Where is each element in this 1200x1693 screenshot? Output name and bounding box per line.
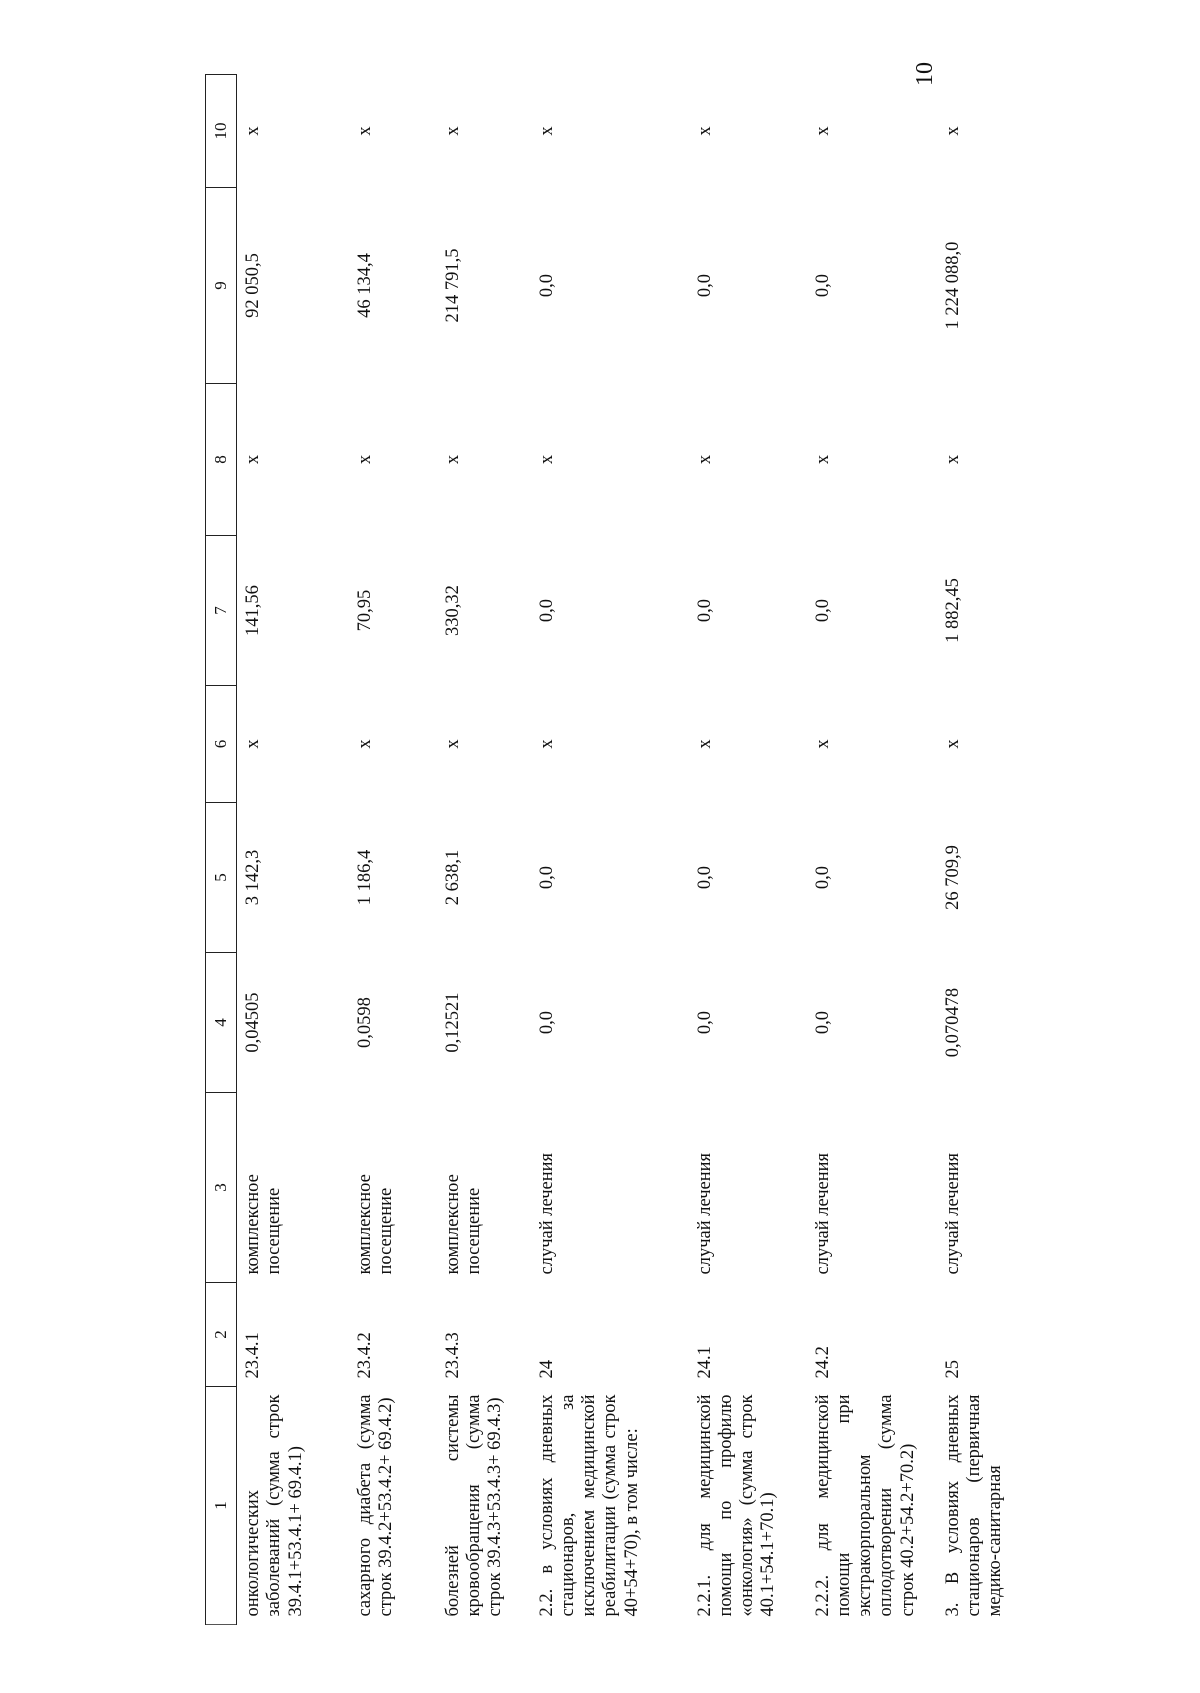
table-cell: 0,0 bbox=[812, 598, 833, 623]
unit-cell: случай лечения bbox=[812, 1152, 833, 1275]
table-row bbox=[937, 75, 1021, 1625]
table-cell: 0,070478 bbox=[942, 987, 963, 1058]
table-cell: 0,0 bbox=[812, 273, 833, 298]
table-cell: x bbox=[942, 739, 963, 749]
table-row bbox=[237, 75, 349, 1625]
table-cell: x bbox=[442, 739, 463, 749]
table-cell: x bbox=[354, 126, 375, 136]
table-cell: 3 142,3 bbox=[243, 849, 263, 906]
table-cell: x bbox=[942, 454, 963, 465]
table-cell: x bbox=[243, 126, 263, 136]
unit-cell: комплексное посещение bbox=[354, 1174, 396, 1275]
table-cell: x bbox=[536, 126, 557, 136]
table-cell: x bbox=[442, 126, 463, 136]
table-cell: x bbox=[536, 454, 557, 465]
table-cell: x bbox=[812, 454, 833, 465]
table-row bbox=[349, 75, 437, 1625]
row-label: 3. В условиях дневных стационаров (первичная медико-санитарная bbox=[942, 1394, 1006, 1617]
column-header: 9 bbox=[206, 188, 237, 384]
column-header: 5 bbox=[206, 803, 237, 953]
table-cell: x bbox=[942, 126, 963, 136]
table-cell: x bbox=[694, 739, 715, 749]
unit-cell: случай лечения bbox=[694, 1152, 715, 1275]
column-header: 10 bbox=[206, 75, 237, 188]
row-number: 24 bbox=[536, 1360, 557, 1379]
table-cell: 2 638,1 bbox=[442, 849, 463, 906]
table-cell: 0,0 bbox=[536, 1010, 557, 1035]
table-cell: 1 186,4 bbox=[354, 849, 375, 906]
column-header: 6 bbox=[206, 686, 237, 803]
table-cell: 0,12521 bbox=[442, 992, 463, 1053]
table-cell: x bbox=[442, 454, 463, 465]
table-cell: x bbox=[694, 454, 715, 465]
row-number: 24.2 bbox=[812, 1346, 833, 1379]
row-number: 23.4.3 bbox=[442, 1332, 463, 1379]
table-cell: 0,0 bbox=[536, 598, 557, 623]
column-header: 2 bbox=[206, 1283, 237, 1387]
table-cell: 0,0 bbox=[694, 273, 715, 298]
column-header: 8 bbox=[206, 384, 237, 536]
table-cell: x bbox=[243, 739, 263, 749]
row-label: онкологических заболеваний (сумма строк 39.4.1+53.4.1+ 69.4.1) bbox=[243, 1394, 306, 1617]
row-label: болезней системы кровообращения (сумма строк 39.4.3+53.4.3+ 69.4.3) bbox=[442, 1394, 506, 1617]
row-label: 2.2. в условиях дневных стационаров, за исключением медицинской реабилитации (сумма строк 40+54+70), в том числе: bbox=[536, 1394, 642, 1617]
table-cell: 141,56 bbox=[243, 585, 263, 636]
column-header: 7 bbox=[206, 536, 237, 686]
table-cell: 1 224 088,0 bbox=[942, 241, 963, 330]
row-label: 2.2.1. для медицинской помощи по профилю «онкология» (сумма строк 40.1+54.1+70.1) bbox=[694, 1394, 779, 1617]
unit-cell: комплексное посещение bbox=[442, 1174, 484, 1275]
table-row bbox=[689, 75, 807, 1625]
row-number: 25 bbox=[942, 1360, 963, 1379]
table-cell: 0,0 bbox=[812, 1010, 833, 1035]
table-cell: 46 134,4 bbox=[354, 253, 375, 318]
row-label: 2.2.2. для медицинской помощи при экстракорпоральном оплодотворении (сумма строк 40.2+54.2+70.2) bbox=[812, 1394, 918, 1617]
page-number: 10 bbox=[912, 62, 938, 86]
table-cell: 0,0598 bbox=[354, 997, 375, 1048]
table-cell: 214 791,5 bbox=[442, 248, 463, 323]
table-cell: 0,0 bbox=[536, 865, 557, 890]
unit-cell: случай лечения bbox=[942, 1152, 963, 1275]
table-cell: x bbox=[812, 739, 833, 749]
column-header: 4 bbox=[206, 953, 237, 1093]
table-cell: 0,0 bbox=[694, 1010, 715, 1035]
table-cell: 0,0 bbox=[694, 865, 715, 890]
rotated-page-content bbox=[205, 75, 1015, 1625]
table-header-row bbox=[206, 75, 237, 1625]
table-cell: 1 882,45 bbox=[942, 578, 963, 643]
row-number: 23.4.1 bbox=[243, 1332, 263, 1379]
table-cell: x bbox=[694, 126, 715, 136]
table-cell: x bbox=[243, 454, 263, 465]
table-cell: 26 709,9 bbox=[942, 845, 963, 910]
table-cell: x bbox=[812, 126, 833, 136]
table-cell: x bbox=[354, 454, 375, 465]
table-cell: 92 050,5 bbox=[243, 253, 263, 318]
table-row bbox=[437, 75, 531, 1625]
table-cell: 0,0 bbox=[536, 273, 557, 298]
row-label: сахарного диабета (сумма строк 39.4.2+53.4.2+ 69.4.2) bbox=[354, 1394, 396, 1617]
unit-cell: случай лечения bbox=[536, 1152, 557, 1275]
table-row bbox=[807, 75, 937, 1625]
table-cell: 70,95 bbox=[354, 589, 375, 632]
table-row bbox=[531, 75, 689, 1625]
table-cell: 330,32 bbox=[442, 585, 463, 636]
column-header: 3 bbox=[206, 1093, 237, 1283]
row-number: 24.1 bbox=[694, 1346, 715, 1379]
indicators-table bbox=[205, 74, 1021, 1625]
table-cell: 0,0 bbox=[812, 865, 833, 890]
table-cell: x bbox=[536, 739, 557, 749]
table-cell: 0,04505 bbox=[243, 992, 263, 1053]
table-cell: 0,0 bbox=[694, 598, 715, 623]
row-number: 23.4.2 bbox=[354, 1332, 375, 1379]
unit-cell: комплексное посещение bbox=[243, 1174, 285, 1275]
column-header: 1 bbox=[206, 1387, 237, 1625]
table-cell: x bbox=[354, 739, 375, 749]
